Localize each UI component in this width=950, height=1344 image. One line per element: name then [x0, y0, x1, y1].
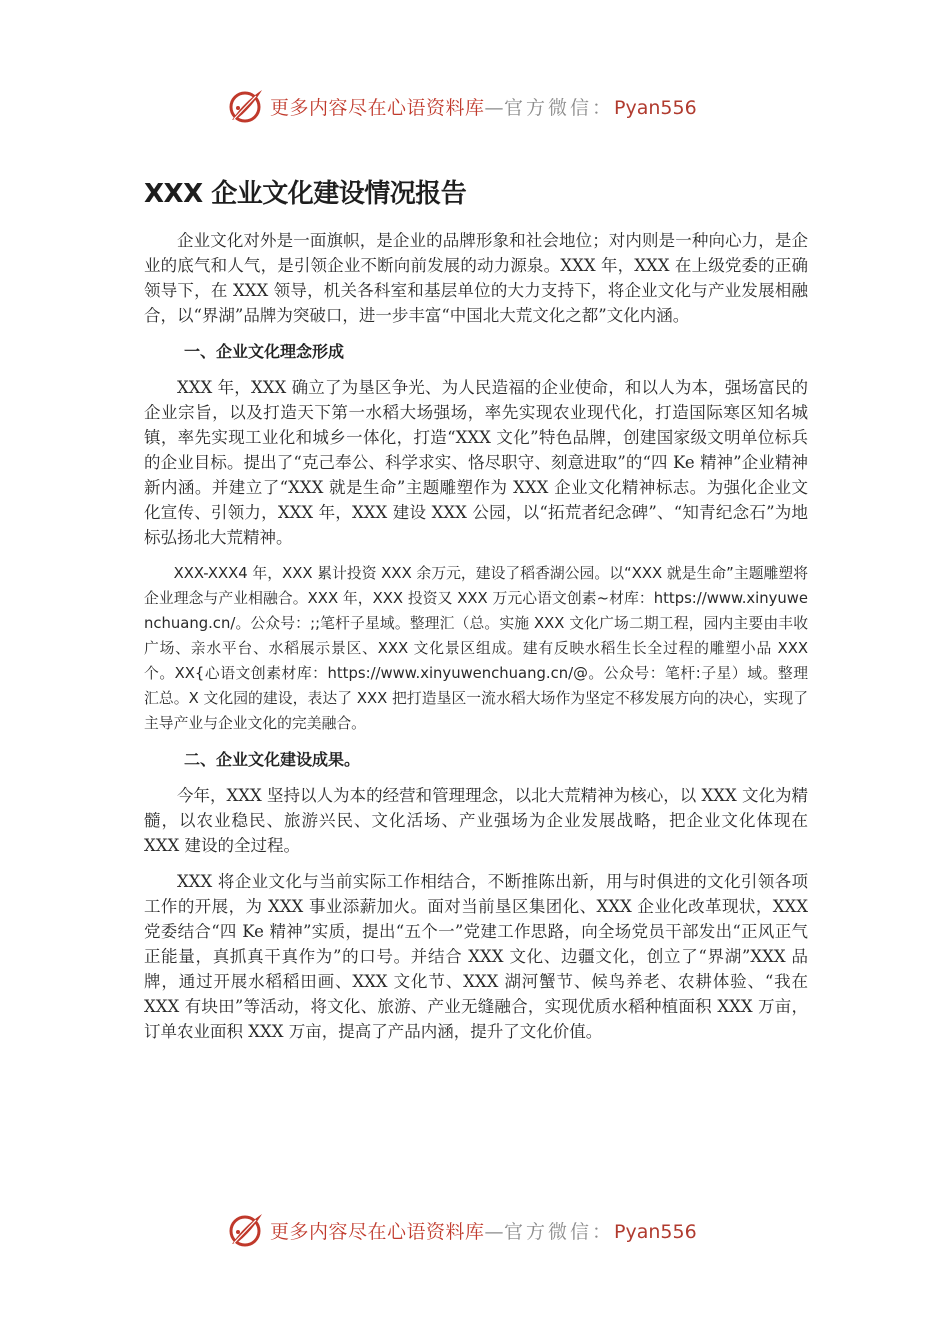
banner-text [270, 93, 697, 120]
banner-wechat-label: 官方微信： [504, 96, 615, 119]
banner-slogan: 更多内容尽在心语资料库 [270, 1220, 485, 1243]
quill-logo-icon [226, 86, 266, 126]
paragraph-this-year: 今年，XXX 坚持以人为本的经营和管理理念，以北大荒精神为核心，以 XXX 文化为精髓，以农业稳民、旅游兴民、文化活场、产业强场为企业发展战略，把企业文化体现在 XXX 建设的全过程。 [144, 786, 808, 855]
banner-dash: — [484, 96, 505, 119]
paragraph-culture-concept: XXX 年，XXX 确立了为垦区争光、为人民造福的企业使命，和以人为本，强场富民的企业宗旨，以及打造天下第一水稻大场强场，率先实现农业现代化，打造国际寒区知名城镇，率先实现工业化和城乡一体化，打造“XXX 文化”特色品牌，创建国家级文明单位标兵的企业目标。提出了“克己奉公、科学求实、恪尽职守、刻意进取”的“四 Ke 精神”企业精神新内涵。并建立了“XXX 就是生命”主题雕塑作为 XXX 企业文化精神标志。为强化企业文化宣传、引领力，XXX 年，XXX 建设 XXX 公园，以“拓荒者纪念碑”、“知青纪念石”为地标弘扬北大荒精神。 [144, 378, 808, 547]
banner-wechat-label: 官方微信： [504, 1220, 615, 1243]
banner-account: Pyan556 [614, 96, 697, 119]
footer-banner [226, 1208, 746, 1252]
banner-account: Pyan556 [614, 1220, 697, 1243]
header-banner [226, 84, 746, 128]
banner-slogan: 更多内容尽在心语资料库 [270, 96, 485, 119]
section-heading-2: 二、企业文化建设成果。 [184, 750, 361, 769]
quill-logo-icon [226, 1210, 266, 1250]
paragraph-culture-integration: XXX 将企业文化与当前实际工作相结合，不断推陈出新，用与时俱进的文化引领各项工作的开展，为 XXX 事业添薪加火。面对当前垦区集团化、XXX 企业化改革现状，XXX 党委结合“四 Ke 精神”实质，提出“五个一”党建工作思路，向全场党员干部发出“正风正气正能量，真抓真干真作为”的口号。并结合 XXX 文化、边疆文化，创立了“界湖”XXX 品牌，通过开展水稻稻田画、XXX 文化节、XXX 湖河蟹节、候鸟养老、农耕体验、“我在 XXX 有块田”等活动，将文化、旅游、产业无缝融合，实现优质水稻种植面积 XXX 万亩，订单农业面积 XXX 万亩，提高了产品内涵，提升了文化价值。 [144, 872, 808, 1041]
banner-text [270, 1217, 697, 1244]
document-title: XXX 企业文化建设情况报告 [144, 179, 467, 209]
paragraph-intro: 企业文化对外是一面旗帜，是企业的品牌形象和社会地位；对内则是一种向心力，是企业的底气和人气，是引领企业不断向前发展的动力源泉。XXX 年，XXX 在上级党委的正确领导下，在 XXX 领导，机关各科室和基层单位的大力支持下，将企业文化与产业发展相融合，以“界湖”品牌为突破口，进一步丰富“中国北大荒文化之都”文化内涵。 [144, 231, 808, 325]
section-heading-1: 一、企业文化理念形成 [184, 342, 345, 361]
banner-dash: — [484, 1220, 505, 1243]
document-body [144, 172, 808, 1055]
paragraph-park-investment: XXX-XXX4 年，XXX 累计投资 XXX 余万元，建设了稻香湖公园。以“XXX 就是生命”主题雕塑将企业理念与产业相融合。XXX 年，XXX 投资又 XXX 万元心语文创素~材库：https://www.xinyuwenchuang.cn/。公众号：;;笔杆子星域。整理汇（总。实施 XXX 文化广场二期工程，园内主要由丰收广场、亲水平台、水稻展示景区、XXX 文化景区组成。建有反映水稻生长全过程的雕塑小品 XXX 个。XX{心语文创素材库：https://www.xinyuwenchuang.cn/@。公众号：笔杆:子星）域。整理汇总。X 文化园的建设，表达了 XXX 把打造垦区一流水稻大场作为坚定不移发展方向的决心，实现了主导产业与企业文化的完美融合。 [144, 565, 808, 732]
